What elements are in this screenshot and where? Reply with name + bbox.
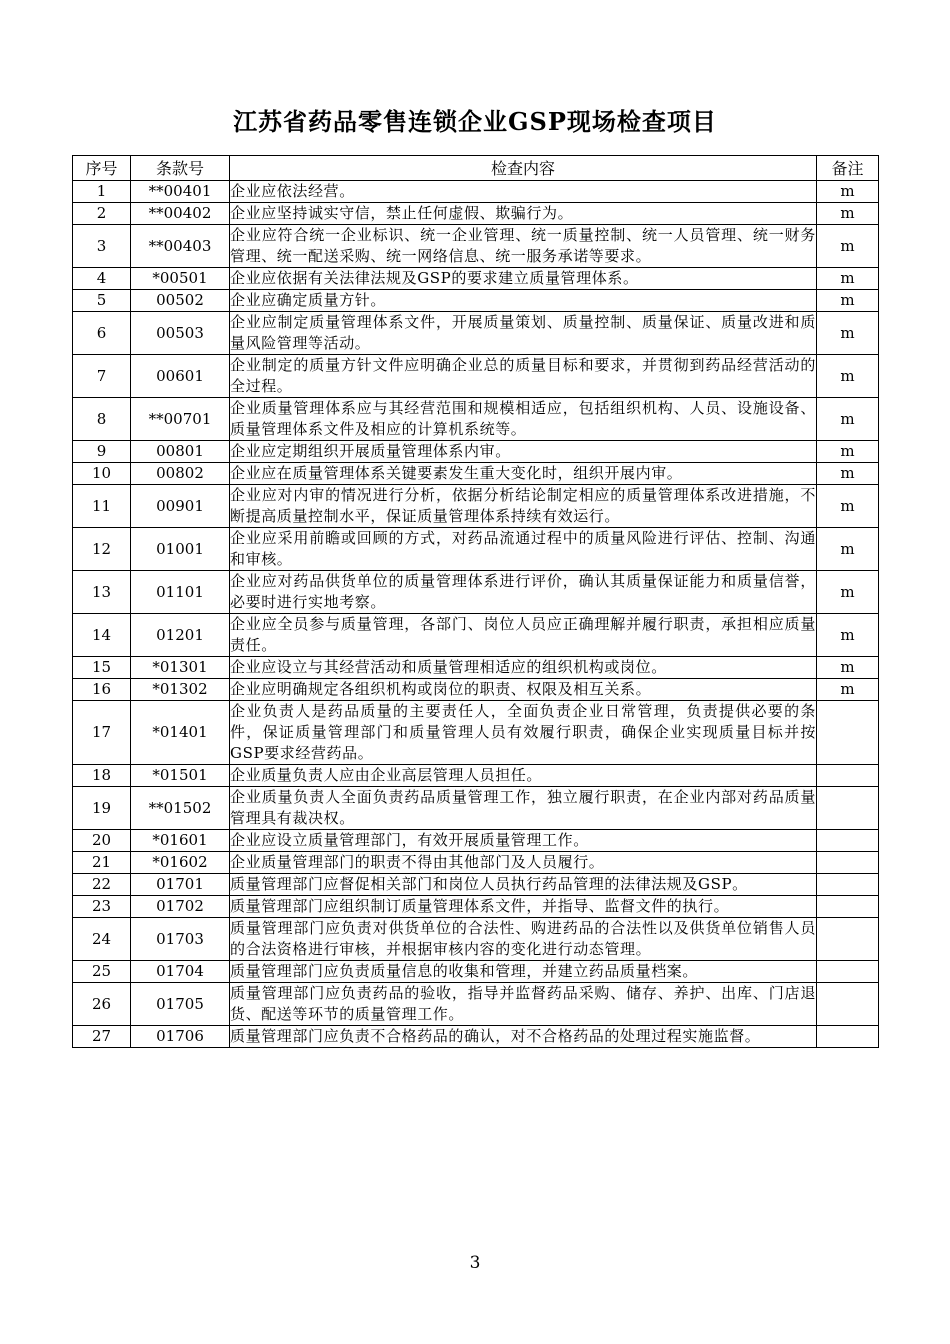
- inspection-content: 企业应全员参与质量管理，各部门、岗位人员应正确理解并履行职责，承担相应质量责任。: [230, 614, 817, 657]
- row-number: 1: [73, 181, 131, 203]
- clause-number: *01302: [131, 679, 230, 701]
- inspection-content: 企业应制定质量管理体系文件，开展质量策划、质量控制、质量保证、质量改进和质量风险管理等活动。: [230, 312, 817, 355]
- table-row: [73, 355, 879, 398]
- remark: [817, 1026, 879, 1048]
- table-row: [73, 463, 879, 485]
- table-row: [73, 614, 879, 657]
- remark: m: [817, 203, 879, 225]
- clause-number: 00802: [131, 463, 230, 485]
- row-number: 18: [73, 765, 131, 787]
- inspection-content: 企业应符合统一企业标识、统一企业管理、统一质量控制、统一人员管理、统一财务管理、统一配送采购、统一网络信息、统一服务承诺等要求。: [230, 225, 817, 268]
- clause-number: 00801: [131, 441, 230, 463]
- row-number: 15: [73, 657, 131, 679]
- table-row: [73, 181, 879, 203]
- remark: m: [817, 268, 879, 290]
- clause-number: *01602: [131, 852, 230, 874]
- clause-number: 01701: [131, 874, 230, 896]
- remark: m: [817, 463, 879, 485]
- inspection-content: 企业应设立质量管理部门，有效开展质量管理工作。: [230, 830, 817, 852]
- remark: [817, 830, 879, 852]
- clause-number: **00401: [131, 181, 230, 203]
- row-number: 16: [73, 679, 131, 701]
- inspection-table: [72, 155, 879, 1048]
- row-number: 19: [73, 787, 131, 830]
- remark: m: [817, 312, 879, 355]
- inspection-content: 企业负责人是药品质量的主要责任人，全面负责企业日常管理，负责提供必要的条件，保证质量管理部门和质量管理人员有效履行职责，确保企业实现质量目标并按GSP要求经营药品。: [230, 701, 817, 765]
- inspection-content: 企业应定期组织开展质量管理体系内审。: [230, 441, 817, 463]
- table-row: [73, 571, 879, 614]
- row-number: 24: [73, 918, 131, 961]
- row-number: 7: [73, 355, 131, 398]
- clause-number: 00601: [131, 355, 230, 398]
- remark: [817, 852, 879, 874]
- inspection-content: 企业应依据有关法律法规及GSP的要求建立质量管理体系。: [230, 268, 817, 290]
- row-number: 13: [73, 571, 131, 614]
- row-number: 4: [73, 268, 131, 290]
- table-row: [73, 312, 879, 355]
- clause-number: 00901: [131, 485, 230, 528]
- clause-number: **00403: [131, 225, 230, 268]
- remark: [817, 983, 879, 1026]
- table-row: [73, 398, 879, 441]
- remark: m: [817, 679, 879, 701]
- row-number: 6: [73, 312, 131, 355]
- remark: m: [817, 181, 879, 203]
- inspection-content: 企业应采用前瞻或回顾的方式，对药品流通过程中的质量风险进行评估、控制、沟通和审核。: [230, 528, 817, 571]
- clause-number: *01501: [131, 765, 230, 787]
- clause-number: 00502: [131, 290, 230, 312]
- remark: m: [817, 225, 879, 268]
- inspection-content: 企业应对药品供货单位的质量管理体系进行评价，确认其质量保证能力和质量信誉，必要时进行实地考察。: [230, 571, 817, 614]
- header-no: 序号: [73, 156, 131, 181]
- inspection-content: 质量管理部门应负责对供货单位的合法性、购进药品的合法性以及供货单位销售人员的合法资格进行审核，并根据审核内容的变化进行动态管理。: [230, 918, 817, 961]
- inspection-content: 企业质量管理体系应与其经营范围和规模相适应，包括组织机构、人员、设施设备、质量管理体系文件及相应的计算机系统等。: [230, 398, 817, 441]
- inspection-content: 质量管理部门应督促相关部门和岗位人员执行药品管理的法律法规及GSP。: [230, 874, 817, 896]
- row-number: 5: [73, 290, 131, 312]
- table-row: [73, 830, 879, 852]
- row-number: 14: [73, 614, 131, 657]
- clause-number: **00701: [131, 398, 230, 441]
- inspection-content: 质量管理部门应负责质量信息的收集和管理，并建立药品质量档案。: [230, 961, 817, 983]
- clause-number: 01001: [131, 528, 230, 571]
- inspection-content: 企业应对内审的情况进行分析，依据分析结论制定相应的质量管理体系改进措施，不断提高质量控制水平，保证质量管理体系持续有效运行。: [230, 485, 817, 528]
- table-row: [73, 1026, 879, 1048]
- page-number: 3: [469, 1253, 481, 1273]
- remark: m: [817, 441, 879, 463]
- table-row: [73, 441, 879, 463]
- remark: [817, 787, 879, 830]
- remark: [817, 765, 879, 787]
- remark: [817, 874, 879, 896]
- header-content: 检查内容: [230, 156, 817, 181]
- table-row: [73, 679, 879, 701]
- remark: [817, 896, 879, 918]
- table-row: [73, 961, 879, 983]
- clause-number: 01703: [131, 918, 230, 961]
- row-number: 2: [73, 203, 131, 225]
- table-header-row: [73, 156, 879, 181]
- table-body: [73, 181, 879, 1048]
- remark: m: [817, 571, 879, 614]
- inspection-content: 企业质量管理部门的职责不得由其他部门及人员履行。: [230, 852, 817, 874]
- row-number: 25: [73, 961, 131, 983]
- table-row: [73, 485, 879, 528]
- remark: m: [817, 355, 879, 398]
- clause-number: **00402: [131, 203, 230, 225]
- document-title: 江苏省药品零售连锁企业GSP现场检查项目: [233, 107, 717, 136]
- inspection-content: 企业应设立与其经营活动和质量管理相适应的组织机构或岗位。: [230, 657, 817, 679]
- inspection-content: 质量管理部门应组织制订质量管理体系文件，并指导、监督文件的执行。: [230, 896, 817, 918]
- table-row: [73, 225, 879, 268]
- remark: m: [817, 290, 879, 312]
- row-number: 8: [73, 398, 131, 441]
- clause-number: *01301: [131, 657, 230, 679]
- remark: m: [817, 528, 879, 571]
- inspection-content: 质量管理部门应负责不合格药品的确认，对不合格药品的处理过程实施监督。: [230, 1026, 817, 1048]
- clause-number: *00501: [131, 268, 230, 290]
- row-number: 21: [73, 852, 131, 874]
- row-number: 26: [73, 983, 131, 1026]
- table-row: [73, 852, 879, 874]
- inspection-content: 企业制定的质量方针文件应明确企业总的质量目标和要求，并贯彻到药品经营活动的全过程。: [230, 355, 817, 398]
- table-row: [73, 874, 879, 896]
- remark: [817, 961, 879, 983]
- header-clause: 条款号: [131, 156, 230, 181]
- inspection-content: 企业应确定质量方针。: [230, 290, 817, 312]
- clause-number: **01502: [131, 787, 230, 830]
- row-number: 20: [73, 830, 131, 852]
- table-row: [73, 268, 879, 290]
- row-number: 22: [73, 874, 131, 896]
- table-row: [73, 918, 879, 961]
- row-number: 12: [73, 528, 131, 571]
- row-number: 3: [73, 225, 131, 268]
- clause-number: *01401: [131, 701, 230, 765]
- clause-number: 01702: [131, 896, 230, 918]
- table-row: [73, 290, 879, 312]
- row-number: 27: [73, 1026, 131, 1048]
- clause-number: 01704: [131, 961, 230, 983]
- remark: [817, 701, 879, 765]
- table-row: [73, 896, 879, 918]
- remark: [817, 918, 879, 961]
- row-number: 11: [73, 485, 131, 528]
- clause-number: 01201: [131, 614, 230, 657]
- table-row: [73, 203, 879, 225]
- inspection-content: 企业应坚持诚实守信，禁止任何虚假、欺骗行为。: [230, 203, 817, 225]
- clause-number: 01101: [131, 571, 230, 614]
- clause-number: *01601: [131, 830, 230, 852]
- table-row: [73, 983, 879, 1026]
- inspection-content: 企业质量负责人应由企业高层管理人员担任。: [230, 765, 817, 787]
- inspection-content: 企业应在质量管理体系关键要素发生重大变化时，组织开展内审。: [230, 463, 817, 485]
- header-note: 备注: [817, 156, 879, 181]
- clause-number: 00503: [131, 312, 230, 355]
- table-row: [73, 657, 879, 679]
- row-number: 10: [73, 463, 131, 485]
- remark: m: [817, 657, 879, 679]
- inspection-content: 企业应依法经营。: [230, 181, 817, 203]
- inspection-content: 企业质量负责人全面负责药品质量管理工作，独立履行职责，在企业内部对药品质量管理具有裁决权。: [230, 787, 817, 830]
- remark: m: [817, 485, 879, 528]
- remark: m: [817, 398, 879, 441]
- row-number: 23: [73, 896, 131, 918]
- inspection-content: 企业应明确规定各组织机构或岗位的职责、权限及相互关系。: [230, 679, 817, 701]
- table-row: [73, 701, 879, 765]
- clause-number: 01705: [131, 983, 230, 1026]
- row-number: 17: [73, 701, 131, 765]
- clause-number: 01706: [131, 1026, 230, 1048]
- inspection-content: 质量管理部门应负责药品的验收，指导并监督药品采购、储存、养护、出库、门店退货、配送等环节的质量管理工作。: [230, 983, 817, 1026]
- table-row: [73, 787, 879, 830]
- table-row: [73, 765, 879, 787]
- remark: m: [817, 614, 879, 657]
- table-row: [73, 528, 879, 571]
- row-number: 9: [73, 441, 131, 463]
